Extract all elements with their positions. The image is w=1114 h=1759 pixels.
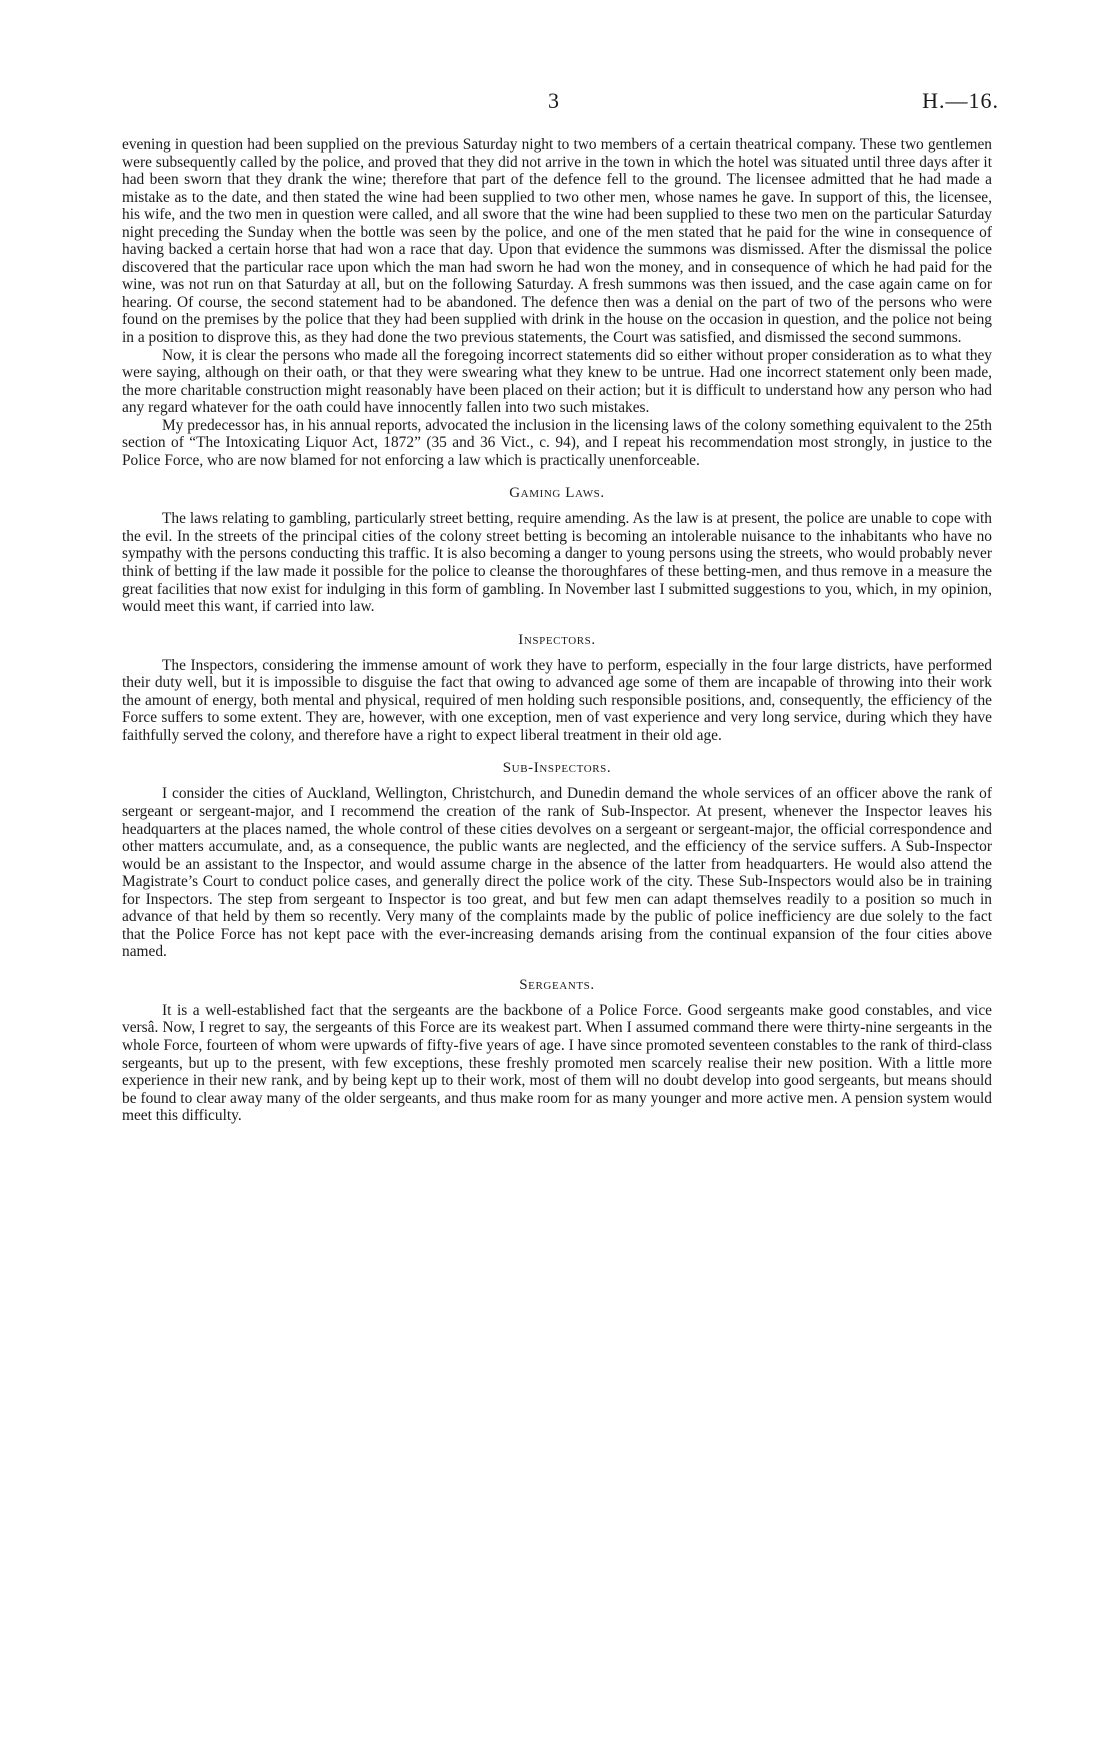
heading-inspectors: Inspectors.: [518, 631, 596, 648]
document-body: [122, 136, 992, 1125]
paragraph-incorrect-statements: Now, it is clear the persons who made all the foregoing incorrect statements did so either without proper consideration as to what they were saying, although on their oath, or that they were swearing what they knew to be untrue. Had one incorrect statement only been made, the more charitable construction might reasonably have been placed on their action; but it is difficult to understand how any person who had any regard whatever for the oath could have innocently fallen into two such mistakes.: [122, 346, 992, 417]
paragraph-gaming-laws: The laws relating to gambling, particularly street betting, require amending. As the law is at present, the police are unable to cope with the evil. In the streets of the principal cities of the colony street betting is becoming an intolerable nuisance to the inhabitants who have no sympathy with the persons conducting this traffic. It is also becoming a danger to young persons using the streets, who would probably never think of betting if the law made it possible for the police to cleanse the thoroughfares of these betting-men, and thus remove in a measure the great facilities that now exist for indulging in this form of gambling. In November last I submitted suggestions to you, which, in my opinion, would meet this want, if carried into law.: [122, 510, 992, 616]
heading-sergeants: Sergeants.: [519, 976, 595, 993]
heading-sub-inspectors: Sub-Inspectors.: [502, 760, 612, 777]
paragraph-sub-inspectors: I consider the cities of Auckland, Wellington, Christchurch, and Dunedin demand the whole services of an officer above the rank of sergeant or sergeant-major, and I recommend the creation of the rank of Sub-Inspector. At present, whenever the Inspector leaves his headquarters at the places named, the whole control of these cities devolves on a sergeant or sergeant-major, the official correspondence and other matters accumulate, and, as a consequence, the public wants are neglected, and the efficiency of the service suffers. A Sub-Inspector would be an assistant to the Inspector, and would assume charge in the absence of the latter from headquarters. He would also attend the Magistrate’s Court to conduct police cases, and generally direct the police work of the city. These Sub-Inspectors would also be in training for Inspectors. The step from sergeant to Inspector is too great, and but few men can adapt themselves readily to a position so much in advance of that held by them so recently. Very many of the complaints made by the public of police inefficiency are due solely to the fact that the Police Force has not kept pace with the ever-increasing demands arising from the continual expansion of the four cities above named.: [122, 785, 992, 961]
page-number: 3: [548, 88, 559, 113]
heading-gaming-laws: Gaming Laws.: [509, 485, 605, 502]
paragraph-sergeants: It is a well-established fact that the sergeants are the backbone of a Police Force. Good sergeants make good constables, and vice versâ. Now, I regret to say, the sergeants of this Force are its weakest part. When I assumed command there were thirty-nine sergeants in the whole Force, fourteen of whom were upwards of fifty-five years of age. I have since promoted seventeen constables to the rank of third-class sergeants, but up to the present, with few exceptions, these freshly promoted men scarcely realise their new position. With a little more experience in their new rank, and by being kept up to their work, most of them will no doubt develop into good sergeants, but means should be found to clear away many of the older sergeants, and thus make room for as many younger and more active men. A pension system would meet this difficulty.: [122, 1001, 992, 1125]
page-header: [0, 88, 1114, 118]
paragraph-inspectors: The Inspectors, considering the immense amount of work they have to perform, especially in the four large districts, have performed their duty well, but it is impossible to disguise the fact that owing to advanced age some of them are incapable of throwing into their work the amount of energy, both mental and physical, required of men holding such responsible positions, and, consequently, the efficiency of the Force suffers to some extent. They are, however, with one exception, men of vast experience and very long service, during which they have faithfully served the colony, and therefore have a right to expect liberal treatment in their old age.: [122, 656, 992, 744]
document-reference: H.—16.: [922, 88, 999, 113]
paragraph-continuation: evening in question had been supplied on the previous Saturday night to two members of a certain theatrical company. These two gentlemen were subsequently called by the police, and proved that they did not arrive in the town in which the hotel was situated until three days after it had been sworn that they drank the wine; therefore that part of the defence fell to the ground. The licensee admitted that he had made a mistake as to the date, and then stated the wine had been supplied to two other men, whose names he gave. In support of this, the licensee, his wife, and the two men in question were called, and all swore that the wine had been supplied to these two men on the particular Saturday night preceding the Sunday when the bottle was seen by the police, and one of the men stated that he paid for the wine in consequence of having backed a certain horse that had won a race that day. Upon that evidence the summons was dismissed. After the dismissal the police discovered that the particular race upon which the man had sworn he had won the money, and in consequence of which he had paid for the wine, was not run on that Saturday at all, but on the following Saturday. A fresh summons was then issued, and the case again came on for hearing. Of course, the second statement had to be abandoned. The defence then was a denial on the part of two of the persons who were found on the premises by the police that they had been supplied with drink in the house on the occasion in question, and the police not being in a position to disprove this, as they had done the two previous statements, the Court was satisfied, and dismissed the second summons.: [122, 136, 992, 347]
paragraph-predecessor: My predecessor has, in his annual reports, advocated the inclusion in the licensing laws of the colony something equivalent to the 25th section of “The Intoxicating Liquor Act, 1872” (35 and 36 Vict., c. 94), and I repeat his recommendation most strongly, in justice to the Police Force, who are now blamed for not enforcing a law which is practically unenforceable.: [122, 416, 992, 469]
